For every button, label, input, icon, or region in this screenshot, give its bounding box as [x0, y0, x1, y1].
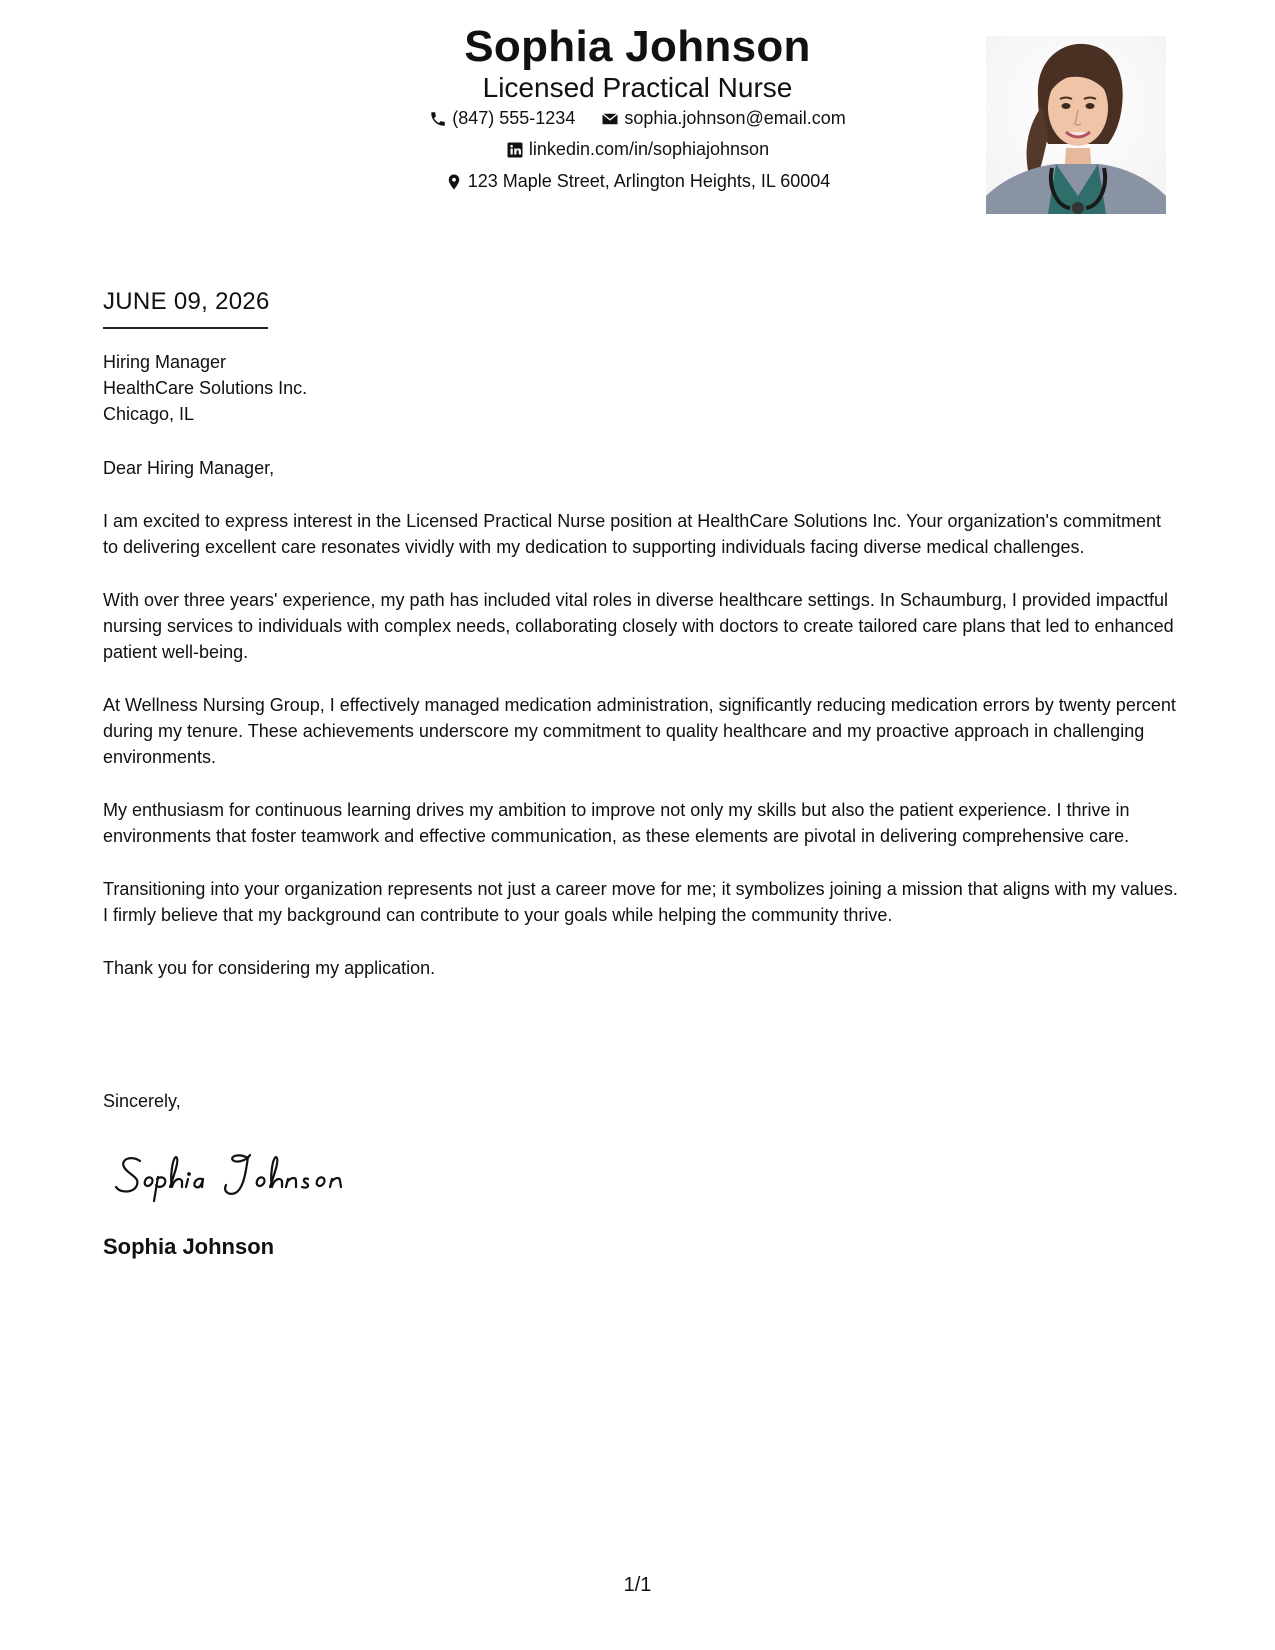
body-paragraph: With over three years' experience, my path has included vital roles in diverse healthcare settings. In Schaumburg, I provided impactful nursing services to individuals with complex needs, collaborating closely with doctors to create tailored care plans that led to enhanced patient well-being. [103, 590, 1174, 662]
valediction: Sincerely, [103, 1091, 181, 1111]
body-paragraph: I am excited to express interest in the Licensed Practical Nurse position at HealthCare Solutions Inc. Your organization's commitment to delivering excellent care resonates vividly with my dedication to supporting individuals facing diverse medical challenges. [103, 511, 1161, 557]
linkedin-contact[interactable] [506, 139, 769, 160]
body-paragraph: Thank you for considering my application. [103, 958, 436, 978]
letter-body [103, 455, 1178, 1008]
envelope-icon [601, 110, 619, 128]
recipient-title: Hiring Manager [103, 352, 227, 372]
phone-number: (847) 555-1234 [452, 108, 576, 128]
email-contact[interactable] [601, 108, 845, 129]
map-pin-icon [445, 173, 463, 191]
linkedin-icon [506, 141, 524, 159]
body-paragraph: At Wellness Nursing Group, I effectively managed medication administration, significantly reducing medication errors by twenty percent during my tenure. These achievements underscore my commitment to quality healthcare and my proactive approach in challenging environments. [103, 695, 1176, 767]
signer-name: Sophia Johnson [103, 1234, 275, 1259]
page-number: 1/1 [623, 1574, 652, 1596]
email-address: sophia.johnson@email.com [624, 108, 846, 128]
recipient-company: HealthCare Solutions Inc. [103, 378, 308, 398]
phone-contact[interactable] [429, 108, 575, 129]
recipient-location: Chicago, IL [103, 404, 195, 424]
applicant-name: Sophia Johnson [464, 22, 811, 71]
profile-photo [986, 36, 1166, 214]
salutation: Dear Hiring Manager, [103, 458, 275, 478]
address-contact [445, 171, 831, 192]
body-paragraph: Transitioning into your organization represents not just a career move for me; it symbolizes joining a mission that aligns with my values. I firmly believe that my background can contribute to your goals while helping the community thrive. [103, 879, 1178, 925]
applicant-title: Licensed Practical Nurse [482, 72, 793, 103]
recipient-block [103, 349, 307, 427]
date-underline [103, 327, 268, 329]
linkedin-url: linkedin.com/in/sophiajohnson [528, 139, 770, 159]
handwritten-signature [110, 1145, 360, 1205]
street-address: 123 Maple Street, Arlington Heights, IL 60004 [467, 171, 831, 191]
letter-date: JUNE 09, 2026 [103, 288, 270, 315]
body-paragraph: My enthusiasm for continuous learning drives my ambition to improve not only my skills but also the patient experience. I thrive in environments that foster teamwork and effective communication, as these elements are pivotal in delivering comprehensive care. [103, 800, 1130, 846]
phone-icon [429, 110, 447, 128]
